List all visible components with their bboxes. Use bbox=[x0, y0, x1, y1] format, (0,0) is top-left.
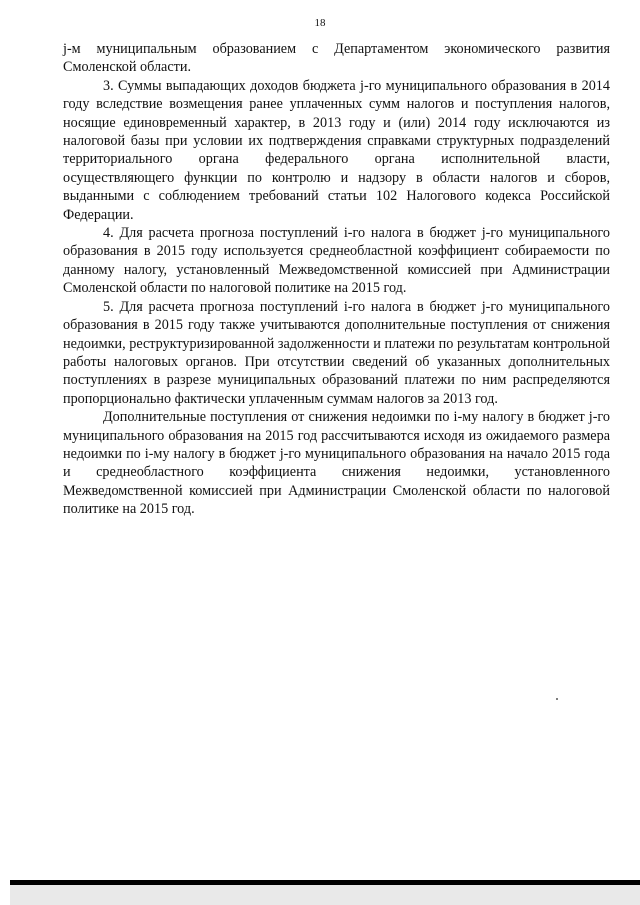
paragraph-additional-receipts: Дополнительные поступления от снижения недоимки по i-му налогу в бюджет j-го муниципального образования на 2015 год рассчитываются исходя из ожидаемого размера недоимки по i-му налогу в бюджет j-го муниципального образования на начало 2015 года и среднеобластного коэффициента снижения недоимки, установленного Межведомственной комиссией при Администрации Смоленской области по налоговой политике на 2015 год. bbox=[63, 409, 610, 518]
scan-speck bbox=[556, 698, 558, 700]
paragraph-item-4: 4. Для расчета прогноза поступлений i-го налога в бюджет j-го муниципального образования в 2015 году используется среднеобластной коэффициент собираемости по данному налогу, установленный Межведомственной комиссией при Администрации Смоленской области по налоговой политике на 2015 год. bbox=[63, 225, 610, 297]
page-number: 18 bbox=[314, 17, 326, 29]
paragraph-item-3: 3. Суммы выпадающих доходов бюджета j-го муниципального образования в 2014 году вследствие возмещения ранее уплаченных сумм налогов и поступления налогов, носящие единовременный характер, в 2013 году и (или) 2014 году исключаются из налоговой базы при условии их подтверждения справками структурных подразделений территориального органа федерального органа исполнительной власти, осуществляющего функции по контролю и надзору в области налогов и сборов, выданными с соблюдением требований статьи 102 Налогового кодекса Российской Федерации. bbox=[63, 77, 610, 223]
document-body bbox=[63, 40, 610, 519]
paragraph-continuation: j-м муниципальным образованием с Департаментом экономического развития Смоленской области. bbox=[63, 41, 610, 76]
paragraph-item-5: 5. Для расчета прогноза поступлений i-го налога в бюджет j-го муниципального образования в 2015 году также учитываются дополнительные поступления от снижения недоимки, реструктуризированной задолженности и платежи по результатам контрольной работы налоговых органов. При отсутствии сведений об указанных дополнительных поступлениях в разрезе муниципальных образований платежи по ним распределяются пропорционально фактически уплаченным суммам налогов за 2013 год. bbox=[63, 298, 610, 407]
scan-bottom-margin bbox=[10, 885, 640, 905]
